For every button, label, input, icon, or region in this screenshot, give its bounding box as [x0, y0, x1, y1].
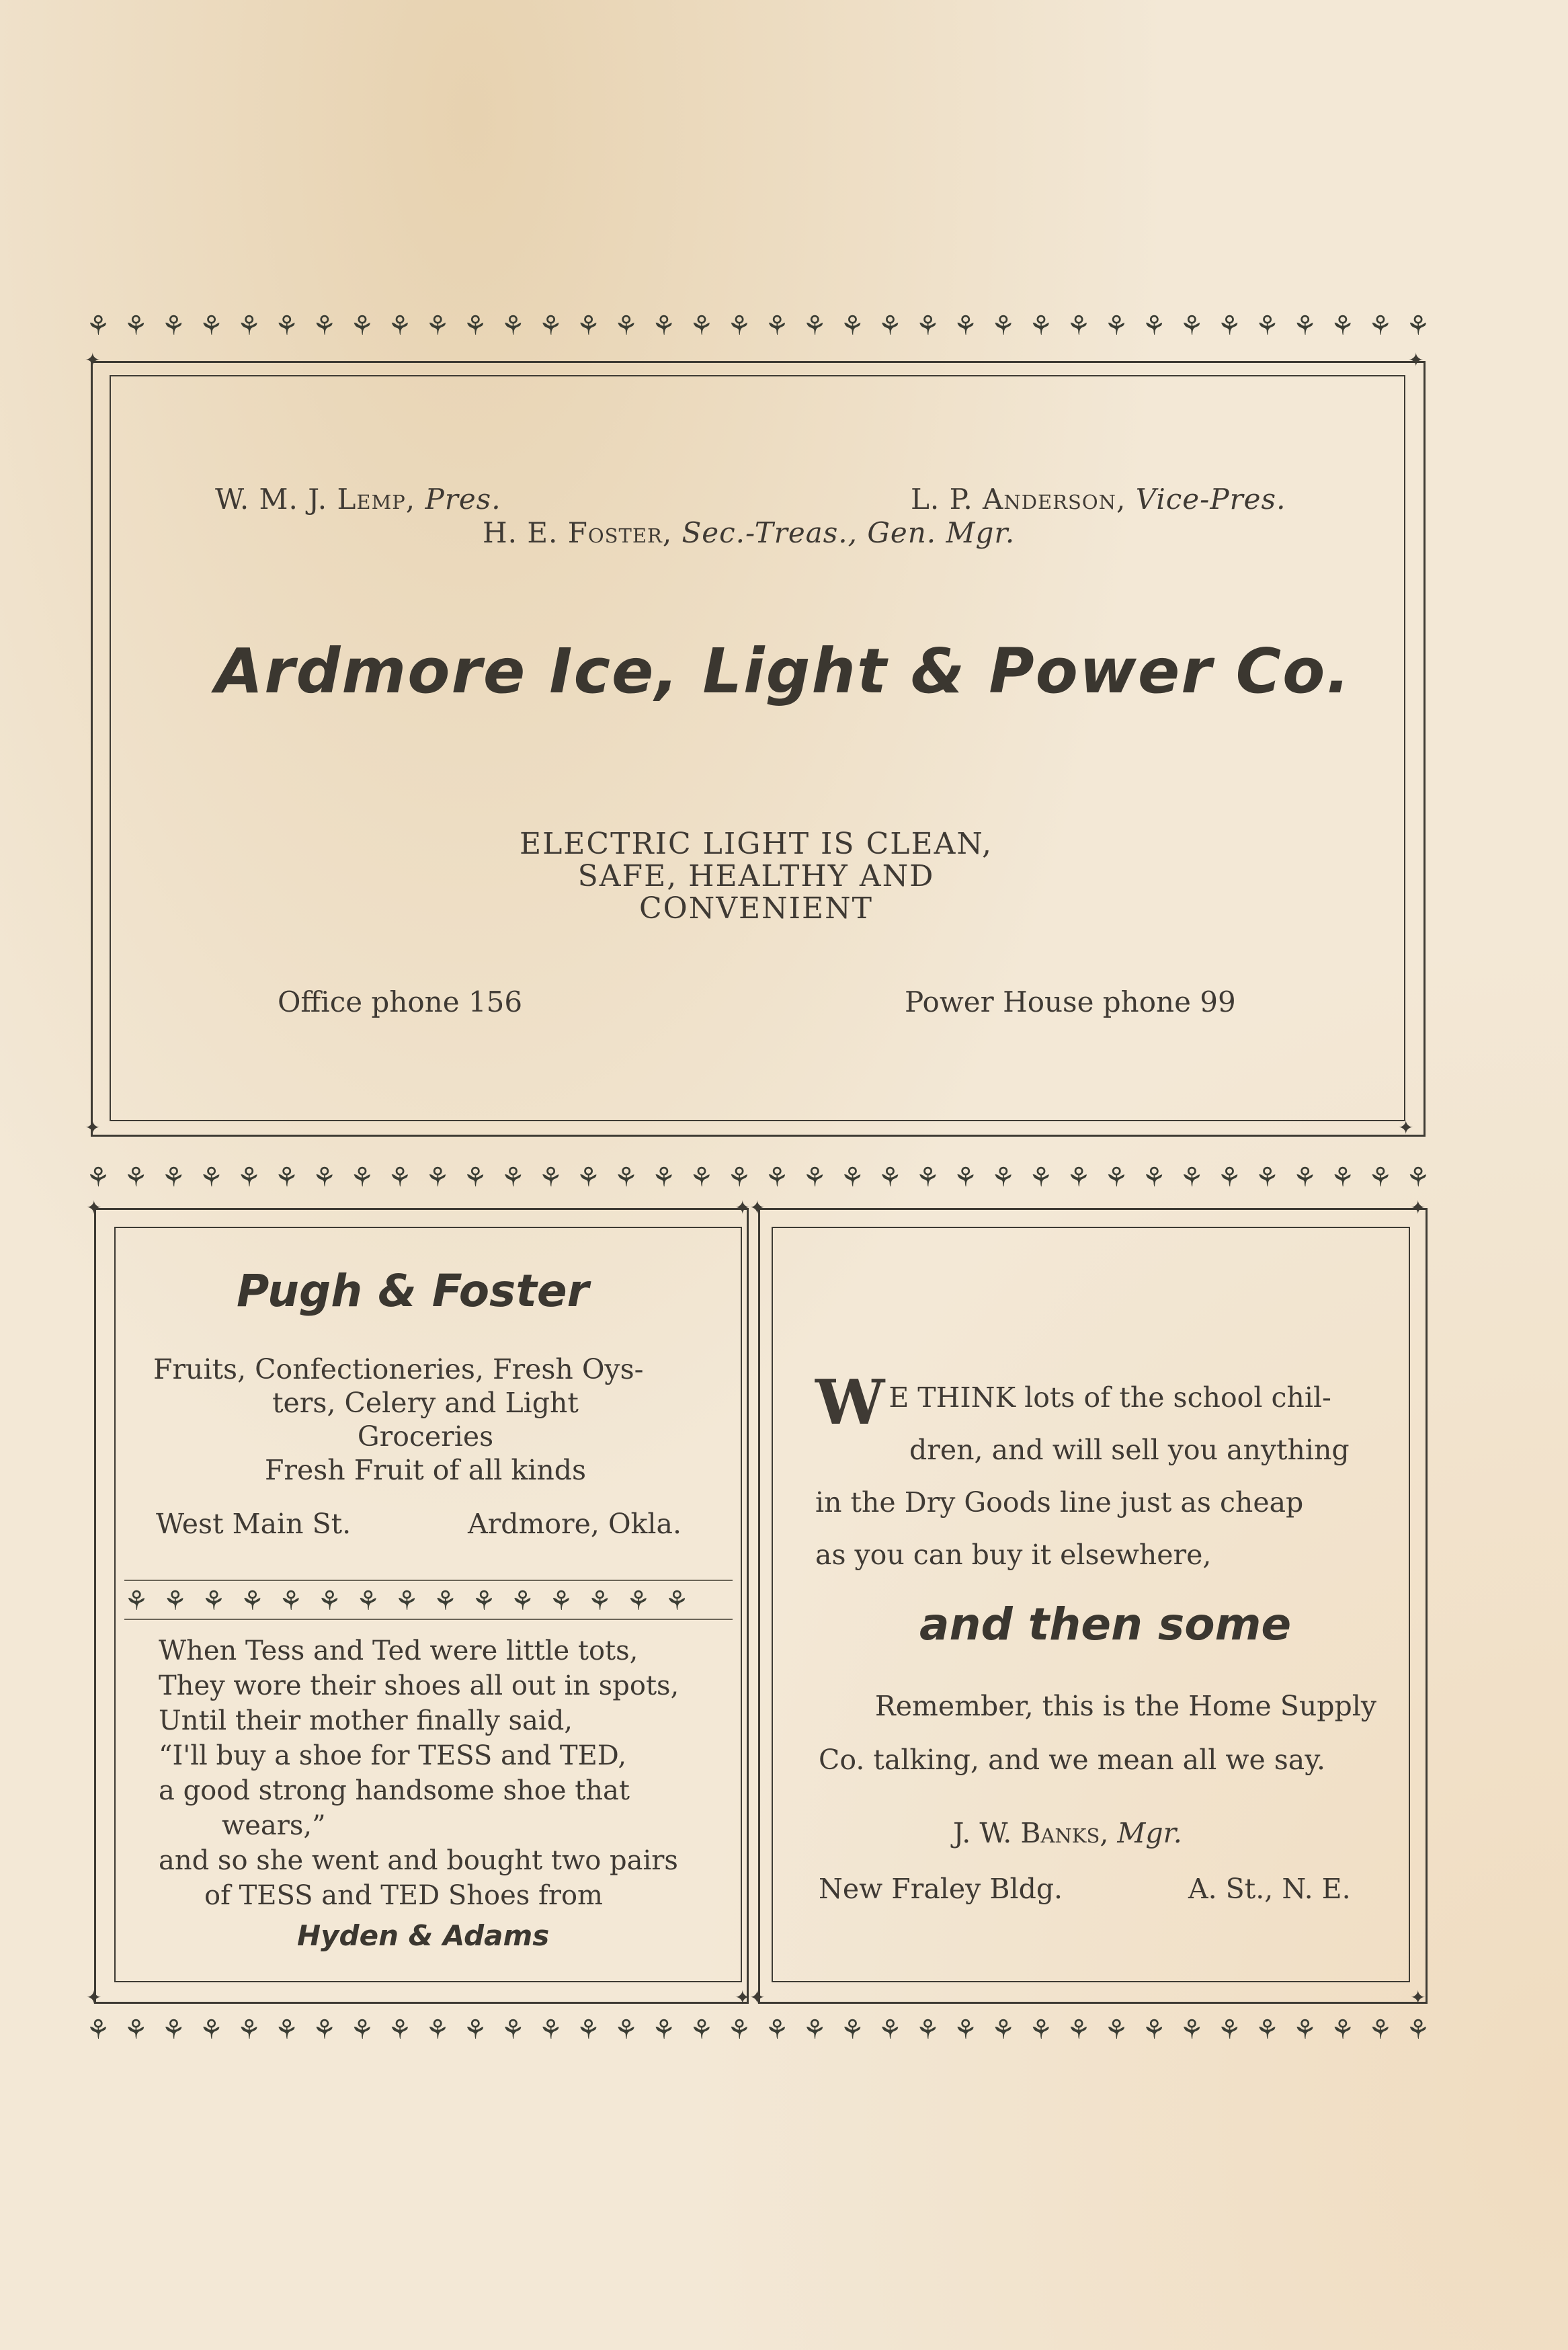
- ornament-icon: ⚘: [237, 1162, 261, 1193]
- ornament-icon: ⚘: [274, 1162, 299, 1193]
- pugh-foster-city: Ardmore, Okla.: [468, 1508, 682, 1540]
- ornament-icon: ⚘: [991, 1162, 1016, 1193]
- ornament-icon: ⚘: [501, 311, 526, 341]
- ornament-icon: ⚘: [317, 1586, 342, 1617]
- ornament-icon: ⚘: [651, 1162, 676, 1193]
- ornament-icon: ⚘: [1292, 1162, 1317, 1193]
- poem-line: “I'll buy a shoe for TESS and TED,: [159, 1740, 627, 1771]
- ornament-icon: ⚘: [356, 1586, 380, 1617]
- poem-line: wears,”: [222, 1810, 326, 1841]
- ornament-icon: ⚘: [953, 1162, 978, 1193]
- ornament-icon: ⚘: [764, 2015, 789, 2045]
- ornament-icon: ⚘: [548, 1586, 573, 1617]
- ornament-icon: ⚘: [727, 2015, 751, 2045]
- corner-ornament: ✦: [1410, 1986, 1426, 2009]
- ornament-icon: ⚘: [425, 2015, 450, 2045]
- ornament-icon: ⚘: [387, 311, 412, 341]
- ornament-icon: ⚘: [463, 1162, 487, 1193]
- ornament-icon: ⚘: [878, 311, 903, 341]
- ornament-icon: ⚘: [86, 311, 110, 341]
- ornament-icon: ⚘: [86, 2015, 110, 2045]
- ornament-icon: ⚘: [349, 311, 374, 341]
- ornament-border-middle: [86, 1158, 1430, 1198]
- hyden-adams-poem: [159, 1633, 703, 1913]
- ornament-icon: ⚘: [237, 2015, 261, 2045]
- ornament-icon: ⚘: [1292, 311, 1317, 341]
- officer-president-name: W. M. J. Lemp,: [215, 483, 425, 516]
- ornament-icon: ⚘: [1180, 311, 1204, 341]
- ornament-icon: ⚘: [1066, 1162, 1091, 1193]
- ornament-icon: ⚘: [312, 311, 337, 341]
- ornament-icon: ⚘: [124, 311, 148, 341]
- ornament-icon: ⚘: [651, 311, 676, 341]
- ornament-icon: ⚘: [587, 1586, 612, 1617]
- ornament-border-top: [86, 306, 1430, 346]
- description-line: Groceries: [357, 1420, 494, 1453]
- manager-title: Mgr.: [1117, 1817, 1182, 1849]
- ornament-icon: ⚘: [1330, 2015, 1355, 2045]
- home-supply-manager: [953, 1816, 1182, 1850]
- ornament-icon: ⚘: [349, 1162, 374, 1193]
- ornament-icon: ⚘: [538, 2015, 563, 2045]
- ornament-icon: ⚘: [915, 2015, 940, 2045]
- ornament-icon: ⚘: [1368, 2015, 1393, 2045]
- ornament-icon: ⚘: [576, 1162, 601, 1193]
- ornament-icon: ⚘: [387, 2015, 412, 2045]
- ornament-icon: ⚘: [463, 311, 487, 341]
- ornament-icon: ⚘: [915, 1162, 940, 1193]
- ornament-icon: ⚘: [840, 1162, 865, 1193]
- corner-ornament: ✦: [735, 1197, 751, 1219]
- ornament-icon: ⚘: [626, 1586, 651, 1617]
- poem-line: When Tess and Ted were little tots,: [159, 1635, 638, 1666]
- ornament-icon: ⚘: [651, 2015, 676, 2045]
- ornament-icon: ⚘: [199, 2015, 224, 2045]
- home-supply-building: New Fraley Bldg.: [819, 1873, 1063, 1905]
- corner-ornament: ✦: [1398, 1117, 1414, 1139]
- officer-president-title: Pres.: [425, 483, 501, 516]
- ornament-icon: ⚘: [538, 1162, 563, 1193]
- ornament-divider: [124, 1581, 689, 1621]
- corner-ornament: ✦: [85, 349, 101, 371]
- ornament-icon: ⚘: [1028, 311, 1053, 341]
- ornament-icon: ⚘: [576, 2015, 601, 2045]
- ornament-icon: ⚘: [425, 1162, 450, 1193]
- ornament-icon: ⚘: [614, 1162, 638, 1193]
- ornament-icon: ⚘: [312, 1162, 337, 1193]
- officer-vice-president: [911, 483, 1286, 516]
- ornament-icon: ⚘: [1405, 1162, 1430, 1193]
- officer-vice-president-title: Vice-Pres.: [1135, 483, 1286, 516]
- ornament-icon: ⚘: [1368, 1162, 1393, 1193]
- ornament-icon: ⚘: [199, 1162, 224, 1193]
- ornament-icon: ⚘: [840, 311, 865, 341]
- poem-line: Until their mother finally said,: [159, 1705, 573, 1736]
- ornament-icon: ⚘: [689, 2015, 714, 2045]
- corner-ornament: ✦: [749, 1197, 766, 1219]
- ornament-icon: ⚘: [471, 1586, 496, 1617]
- slogan-line: ELECTRIC LIGHT IS CLEAN,: [519, 827, 993, 861]
- ornament-icon: ⚘: [953, 311, 978, 341]
- ornament-icon: ⚘: [501, 1162, 526, 1193]
- ornament-icon: ⚘: [802, 1162, 827, 1193]
- ornament-icon: ⚘: [425, 311, 450, 341]
- pugh-foster-description: [153, 1352, 698, 1487]
- corner-ornament: ✦: [86, 1197, 102, 1219]
- ornament-icon: ⚘: [124, 1162, 148, 1193]
- home-supply-street: A. St., N. E.: [1188, 1873, 1351, 1905]
- power-house-phone: Power House phone 99: [905, 985, 1236, 1018]
- ornament-icon: ⚘: [1142, 311, 1166, 341]
- ornament-icon: ⚘: [991, 311, 1016, 341]
- poem-line: of TESS and TED Shoes from: [204, 1880, 603, 1911]
- ornament-icon: ⚘: [840, 2015, 865, 2045]
- ornament-icon: ⚘: [124, 1586, 149, 1617]
- ornament-icon: ⚘: [1217, 2015, 1242, 2045]
- ornament-icon: ⚘: [1292, 2015, 1317, 2045]
- corner-ornament: ✦: [86, 1986, 102, 2009]
- ornament-icon: ⚘: [1066, 311, 1091, 341]
- home-supply-intro: [815, 1366, 1373, 1581]
- corner-ornament: ✦: [749, 1986, 766, 2009]
- ornament-icon: ⚘: [953, 2015, 978, 2045]
- ornament-icon: ⚘: [878, 1162, 903, 1193]
- ornament-icon: ⚘: [1142, 1162, 1166, 1193]
- ornament-icon: ⚘: [1104, 1162, 1128, 1193]
- ornament-icon: ⚘: [274, 311, 299, 341]
- ornament-icon: ⚘: [161, 1162, 186, 1193]
- ornament-icon: ⚘: [689, 1162, 714, 1193]
- ornament-icon: ⚘: [991, 2015, 1016, 2045]
- officer-president: [215, 483, 501, 516]
- ornament-icon: ⚘: [395, 1586, 419, 1617]
- ornament-icon: ⚘: [312, 2015, 337, 2045]
- ornament-icon: ⚘: [1368, 311, 1393, 341]
- ornament-icon: ⚘: [665, 1586, 689, 1617]
- office-phone: Office phone 156: [278, 985, 523, 1018]
- ornament-icon: ⚘: [802, 311, 827, 341]
- ornament-icon: ⚘: [1405, 311, 1430, 341]
- ornament-icon: ⚘: [1217, 1162, 1242, 1193]
- ornament-icon: ⚘: [163, 1586, 188, 1617]
- poem-line: They wore their shoes all out in spots,: [159, 1670, 679, 1701]
- ornament-icon: ⚘: [1028, 2015, 1053, 2045]
- ornament-icon: ⚘: [1104, 2015, 1128, 2045]
- ornament-icon: ⚘: [201, 1586, 226, 1617]
- ornament-icon: ⚘: [1104, 311, 1128, 341]
- ornament-icon: ⚘: [1066, 2015, 1091, 2045]
- pugh-foster-street: West Main St.: [156, 1508, 352, 1540]
- poem-line: and so she went and bought two pairs: [159, 1845, 678, 1876]
- slogan-line: CONVENIENT: [639, 891, 873, 926]
- remember-line: Co. talking, and we mean all we say.: [819, 1744, 1325, 1776]
- corner-ornament: ✦: [735, 1986, 751, 2009]
- ornament-icon: ⚘: [764, 1162, 789, 1193]
- ornament-icon: ⚘: [1142, 2015, 1166, 2045]
- ornament-icon: ⚘: [124, 2015, 148, 2045]
- ornament-icon: ⚘: [240, 1586, 265, 1617]
- ornament-icon: ⚘: [1330, 311, 1355, 341]
- intro-line: dren, and will sell you anything: [909, 1434, 1350, 1466]
- ornament-icon: ⚘: [727, 311, 751, 341]
- ornament-icon: ⚘: [915, 311, 940, 341]
- ornament-icon: ⚘: [433, 1586, 458, 1617]
- description-line: ters, Celery and Light: [272, 1387, 579, 1419]
- divider-rule: [124, 1619, 733, 1620]
- ornament-icon: ⚘: [501, 2015, 526, 2045]
- slogan: [420, 828, 1092, 925]
- ornament-icon: ⚘: [1180, 2015, 1204, 2045]
- ornament-icon: ⚘: [1255, 1162, 1280, 1193]
- poem-line: a good strong handsome shoe that: [159, 1775, 630, 1806]
- company-name: Ardmore Ice, Light & Power Co.: [215, 635, 1352, 707]
- intro-line: as you can buy it elsewhere,: [815, 1539, 1212, 1571]
- ornament-icon: ⚘: [764, 311, 789, 341]
- ornament-icon: ⚘: [199, 311, 224, 341]
- ornament-icon: ⚘: [1217, 311, 1242, 341]
- ornament-icon: ⚘: [878, 2015, 903, 2045]
- ornament-icon: ⚘: [349, 2015, 374, 2045]
- corner-ornament: ✦: [85, 1117, 101, 1139]
- ornament-icon: ⚘: [274, 2015, 299, 2045]
- drop-cap: W: [815, 1366, 885, 1439]
- ornament-icon: ⚘: [614, 2015, 638, 2045]
- ornament-icon: ⚘: [278, 1586, 303, 1617]
- ornament-icon: ⚘: [1255, 311, 1280, 341]
- ornament-icon: ⚘: [161, 311, 186, 341]
- ornament-icon: ⚘: [463, 2015, 487, 2045]
- ornament-icon: ⚘: [387, 1162, 412, 1193]
- officer-secretary: [483, 516, 1015, 549]
- ornament-icon: ⚘: [237, 311, 261, 341]
- pugh-foster-title: Pugh & Foster: [237, 1265, 589, 1317]
- officer-secretary-name: H. E. Foster,: [483, 516, 682, 549]
- ornament-icon: ⚘: [614, 311, 638, 341]
- ornament-icon: ⚘: [689, 311, 714, 341]
- intro-line: [815, 1371, 1373, 1424]
- ornament-icon: ⚘: [538, 311, 563, 341]
- and-then-some-headline: and then some: [919, 1598, 1292, 1650]
- corner-ornament: ✦: [1408, 349, 1424, 371]
- slogan-line: SAFE, HEALTHY AND: [577, 859, 935, 893]
- ornament-icon: ⚘: [1028, 1162, 1053, 1193]
- intro-line: in the Dry Goods line just as cheap: [815, 1486, 1304, 1518]
- ornament-icon: ⚘: [802, 2015, 827, 2045]
- ornament-icon: ⚘: [510, 1586, 535, 1617]
- ornament-icon: ⚘: [727, 1162, 751, 1193]
- home-supply-remember: [819, 1679, 1376, 1787]
- intro-rest: lots of the school chil-: [1016, 1381, 1331, 1414]
- ornament-border-bottom: [86, 2010, 1430, 2050]
- officer-secretary-title: Sec.-Treas., Gen. Mgr.: [682, 516, 1016, 549]
- ornament-icon: ⚘: [1255, 2015, 1280, 2045]
- ornament-icon: ⚘: [1180, 1162, 1204, 1193]
- ornament-icon: ⚘: [576, 311, 601, 341]
- ornament-icon: ⚘: [161, 2015, 186, 2045]
- corner-ornament: ✦: [1410, 1197, 1426, 1219]
- description-line: Fruits, Confectioneries, Fresh Oys-: [153, 1353, 644, 1385]
- description-line: Fresh Fruit of all kinds: [264, 1454, 587, 1486]
- hyden-adams-signature: Hyden & Adams: [297, 1919, 550, 1952]
- officer-vice-president-name: L. P. Anderson,: [911, 483, 1136, 516]
- ornament-icon: ⚘: [86, 1162, 110, 1193]
- ornament-icon: ⚘: [1330, 1162, 1355, 1193]
- remember-line: Remember, this is the Home Supply: [874, 1690, 1376, 1722]
- manager-name: J. W. Banks,: [953, 1817, 1118, 1849]
- ornament-icon: ⚘: [1405, 2015, 1430, 2045]
- intro-caps: E THINK: [889, 1381, 1016, 1414]
